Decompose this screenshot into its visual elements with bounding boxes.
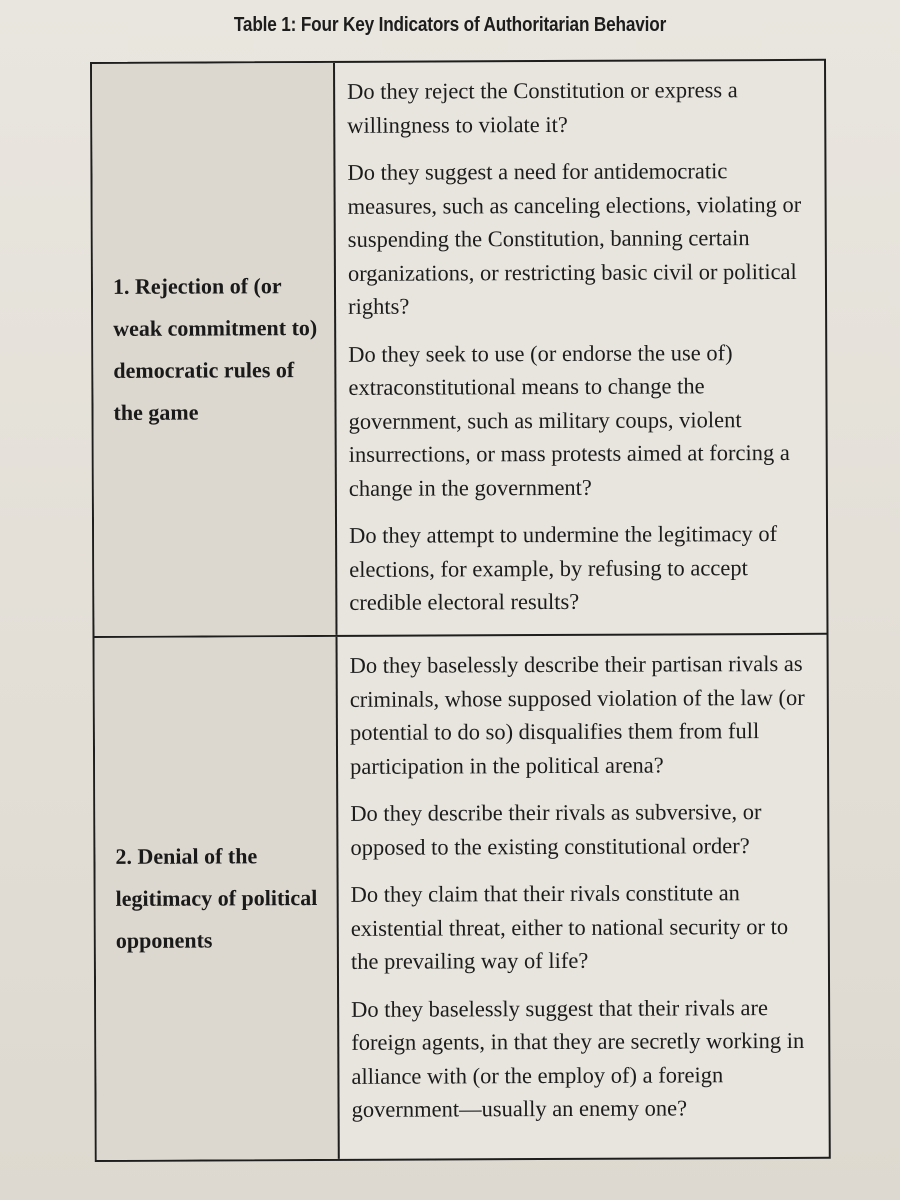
indicators-table [90,59,831,1162]
question-text: Do they seek to use (or endorse the use of) extraconstitutional means to change the government, such as military coups, violent insurrections, or mass protests aimed at forcing a change in the government? [348,339,790,501]
indicator-label: 2. Denial of the legitimacy of political opponents [115,843,318,953]
indicator-label-cell [92,63,337,636]
indicator-label: 1. Rejection of (or weak commitment to) democratic rules of the game [112,273,318,425]
question-text: Do they reject the Constitution or express a willingness to violate it? [347,77,738,138]
question-text: Do they describe their rivals as subversive, or opposed to the existing constitutional order? [350,799,762,860]
question-text: Do they attempt to undermine the legitimacy of elections, for example, by refusing to accept credible electoral results? [349,521,778,615]
table-row [92,61,826,638]
indicator-questions-cell [338,635,829,1159]
table-title: Table 1: Four Key Indicators of Authoritarian Behavior [233,14,667,36]
question-text: Do they baselessly suggest that their rivals are foreign agents, in that they are secretly working in alliance with (or the employ of) a foreign government—usually an enemy one? [351,994,805,1122]
question-text: Do they baselessly describe their partisan rivals as criminals, whose supposed violation of the law (or potential to do so) disqualifies them from full participation in the political arena? [349,650,805,779]
question-text: Do they claim that their rivals constitute an existential threat, either to national security or to the prevailing way of life? [350,880,789,974]
question-text: Do they suggest a need for antidemocratic measures, such as canceling elections, violating or suspending the Constitution, banning certain organizations, or restricting basic civil or political rights? [347,158,802,319]
indicator-questions-cell [335,61,826,635]
table-row [95,635,829,1160]
indicator-label-cell [95,637,340,1160]
